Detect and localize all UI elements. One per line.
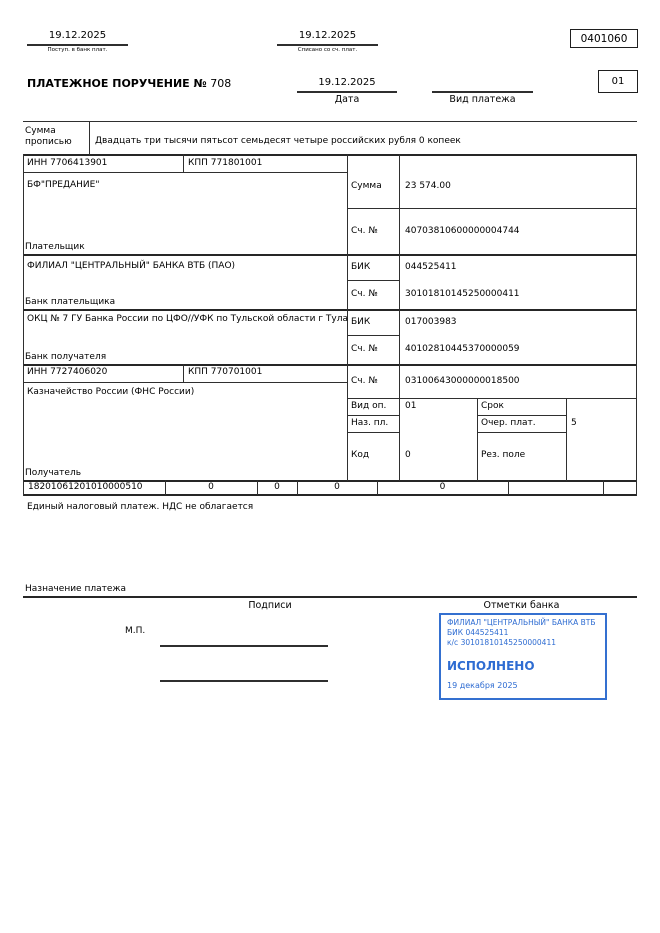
divider <box>603 480 604 495</box>
divider <box>347 432 399 433</box>
divider <box>23 596 637 598</box>
tax-field-kbk: 18201061201010000510 <box>28 482 143 492</box>
divider <box>23 121 637 122</box>
stamp-status: ИСПОЛНЕНО <box>447 659 535 673</box>
payer-label: Плательщик <box>25 242 85 252</box>
payer-bank-account-label: Сч. № <box>351 289 378 299</box>
divider <box>183 154 184 172</box>
date-received: 19.12.2025 <box>48 30 107 41</box>
payee-bank-bik: 017003983 <box>405 317 457 327</box>
divider <box>477 432 566 433</box>
payee-bank-account: 40102810445370000059 <box>405 344 520 354</box>
term-label: Срок <box>481 401 504 411</box>
form-code-box <box>570 29 638 48</box>
divider <box>477 398 478 481</box>
payer-inn: ИНН 7706413901 <box>27 158 108 168</box>
res-field-label: Рез. поле <box>481 450 526 460</box>
divider <box>636 154 637 496</box>
amount-label: Сумма <box>351 181 382 191</box>
priority-value: 5 <box>571 418 577 428</box>
divider <box>566 398 567 481</box>
date-received-label: Поступ. в банк плат. <box>47 47 108 53</box>
divider <box>347 280 399 281</box>
doc-date: 19.12.2025 <box>318 77 376 88</box>
divider <box>23 154 24 496</box>
divider <box>23 382 347 383</box>
stamp-corr-account: к/с 30101810145250000411 <box>447 638 556 647</box>
divider <box>23 154 637 156</box>
payer-bank-bik: 044525411 <box>405 262 457 272</box>
divider <box>399 154 400 481</box>
payer-account-label: Сч. № <box>351 226 378 236</box>
divider <box>23 309 637 311</box>
divider <box>183 364 184 382</box>
payee-label: Получатель <box>25 468 82 478</box>
signature-line <box>160 680 328 682</box>
signatures-label: Подписи <box>248 600 292 611</box>
divider <box>277 44 378 46</box>
payee-bank-account-label: Сч. № <box>351 344 378 354</box>
divider <box>27 44 128 46</box>
divider <box>477 415 566 416</box>
payer-account: 40703810600000004744 <box>405 226 520 236</box>
payee-name: Казначейство России (ФНС России) <box>27 387 195 397</box>
payee-kpp: КПП 770701001 <box>188 367 263 377</box>
payer-name: БФ"ПРЕДАНИЕ" <box>27 180 100 190</box>
divider <box>347 415 399 416</box>
pay-purpose-label: Наз. пл. <box>351 418 389 428</box>
priority-label: Очер. плат. <box>481 418 536 428</box>
doc-date-label: Дата <box>334 94 360 105</box>
divider <box>89 121 90 155</box>
payer-bank-label: Банк плательщика <box>25 297 116 307</box>
code-value: 0 <box>405 450 411 460</box>
divider <box>432 91 533 93</box>
divider <box>23 254 637 256</box>
payee-bank-name: ОКЦ № 7 ГУ Банка России по ЦФО//УФК по Тульской области г Тула <box>27 314 348 324</box>
date-debited-label: Списано со сч. плат. <box>297 47 358 53</box>
status-code: 01 <box>611 76 625 87</box>
payee-bank-bik-label: БИК <box>351 317 371 327</box>
payer-kpp: КПП 771801001 <box>188 158 263 168</box>
divider <box>23 172 347 173</box>
tax-field: 0 <box>334 482 340 492</box>
doc-number: 708 <box>210 77 232 90</box>
bank-marks-label: Отметки банка <box>483 600 560 611</box>
payer-bank-name: ФИЛИАЛ "ЦЕНТРАЛЬНЫЙ" БАНКА ВТБ (ПАО) <box>27 261 236 271</box>
payer-bank-bik-label: БИК <box>351 262 371 272</box>
code-label: Код <box>351 450 370 460</box>
stamp-date: 19 декабря 2025 <box>447 681 518 690</box>
divider <box>23 364 637 366</box>
op-kind-label: Вид оп. <box>351 401 387 411</box>
stamp-bik: БИК 044525411 <box>447 628 509 637</box>
payee-account: 03100643000000018500 <box>405 376 520 386</box>
tax-field: 0 <box>274 482 280 492</box>
divider <box>347 398 637 399</box>
amount-words-value: Двадцать три тысячи пятьсот семьдесят четыре российских рубля 0 копеек <box>95 136 461 146</box>
divider <box>297 91 397 93</box>
amount-words-label: Сумма прописью <box>25 126 72 147</box>
divider <box>347 208 637 209</box>
divider <box>347 335 399 336</box>
stamp-bank-name: ФИЛИАЛ "ЦЕНТРАЛЬНЫЙ" БАНКА ВТБ <box>447 618 596 627</box>
mp-label: М.П. <box>125 626 146 636</box>
form-code: 0401060 <box>580 32 628 45</box>
date-debited: 19.12.2025 <box>298 30 357 41</box>
bank-stamp <box>439 613 607 700</box>
signature-line <box>160 645 328 647</box>
tax-field: 0 <box>439 482 446 492</box>
divider <box>23 494 637 496</box>
payee-account-label: Сч. № <box>351 376 378 386</box>
tax-field: 0 <box>208 482 214 492</box>
purpose-text: Единый налоговый платеж. НДС не облагается <box>27 502 254 512</box>
payment-kind-label: Вид платежа <box>449 94 516 105</box>
purpose-label: Назначение платежа <box>25 584 127 594</box>
amount-value: 23 574.00 <box>405 181 451 191</box>
op-kind-value: 01 <box>405 401 417 411</box>
status-code-box <box>598 70 638 93</box>
payee-inn: ИНН 7727406020 <box>27 367 108 377</box>
payer-bank-account: 30101810145250000411 <box>405 289 520 299</box>
divider <box>508 480 509 495</box>
payee-bank-label: Банк получателя <box>25 352 107 362</box>
page-title: ПЛАТЕЖНОЕ ПОРУЧЕНИЕ № <box>27 77 207 90</box>
